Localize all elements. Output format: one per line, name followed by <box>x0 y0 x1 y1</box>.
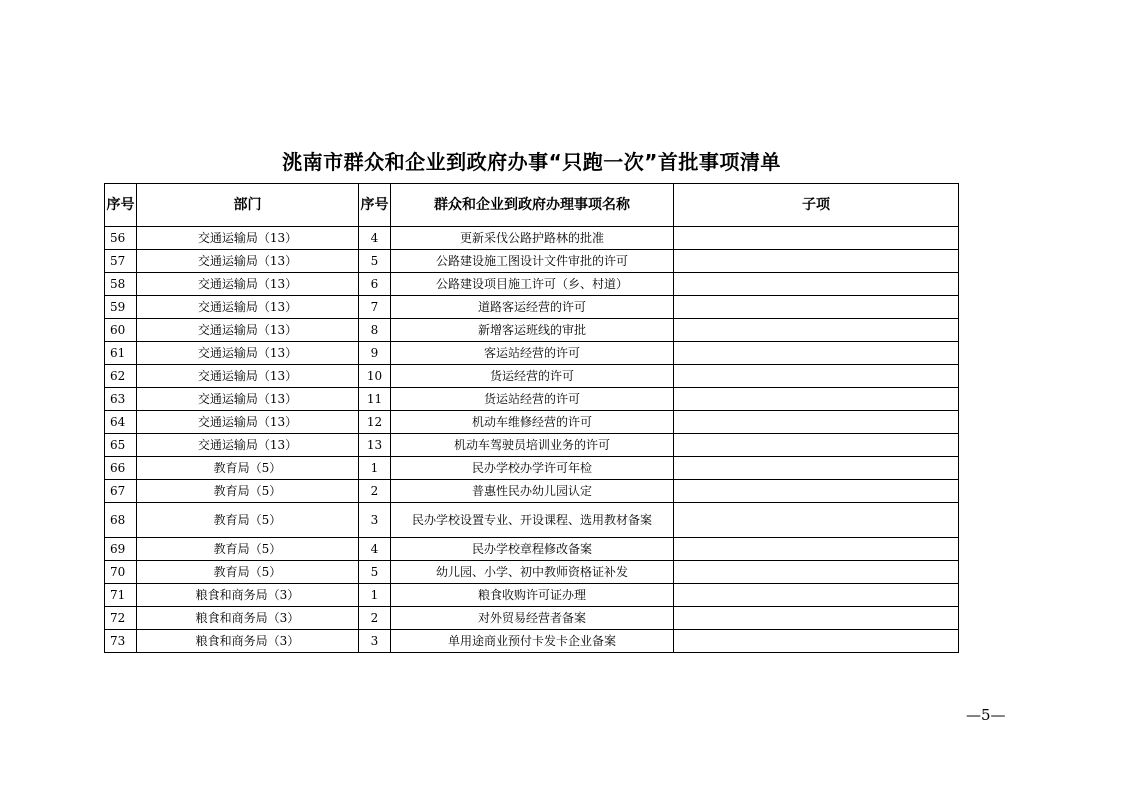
cell-sub-item <box>674 296 959 319</box>
cell-seq: 61 <box>105 342 137 365</box>
table-row <box>105 342 959 365</box>
cell-seq: 70 <box>105 561 137 584</box>
cell-seq: 60 <box>105 319 137 342</box>
cell-sub-seq: 8 <box>359 319 391 342</box>
header-sub-item: 子项 <box>674 184 959 227</box>
cell-sub-seq: 6 <box>359 273 391 296</box>
cell-dept: 交通运输局（13） <box>137 273 359 296</box>
cell-sub-item <box>674 480 959 503</box>
cell-dept: 交通运输局（13） <box>137 434 359 457</box>
cell-seq: 67 <box>105 480 137 503</box>
cell-sub-seq: 5 <box>359 250 391 273</box>
items-table <box>104 183 959 653</box>
document-title: 洮南市群众和企业到政府办事“只跑一次”首批事项清单 <box>282 150 781 174</box>
table-row <box>105 296 959 319</box>
table-row <box>105 480 959 503</box>
cell-seq: 72 <box>105 607 137 630</box>
cell-sub-item <box>674 434 959 457</box>
header-dept: 部门 <box>137 184 359 227</box>
cell-sub-seq: 11 <box>359 388 391 411</box>
cell-sub-item <box>674 227 959 250</box>
cell-dept: 交通运输局（13） <box>137 296 359 319</box>
cell-sub-seq: 9 <box>359 342 391 365</box>
table-row <box>105 607 959 630</box>
cell-item-name: 货运经营的许可 <box>391 365 674 388</box>
cell-seq: 57 <box>105 250 137 273</box>
table-row <box>105 388 959 411</box>
cell-sub-item <box>674 503 959 538</box>
cell-sub-seq: 2 <box>359 480 391 503</box>
cell-sub-item <box>674 457 959 480</box>
cell-dept: 交通运输局（13） <box>137 365 359 388</box>
cell-item-name: 幼儿园、小学、初中教师资格证补发 <box>391 561 674 584</box>
cell-sub-item <box>674 411 959 434</box>
table-row <box>105 250 959 273</box>
cell-sub-seq: 7 <box>359 296 391 319</box>
cell-seq: 62 <box>105 365 137 388</box>
cell-dept: 粮食和商务局（3） <box>137 584 359 607</box>
cell-sub-item <box>674 607 959 630</box>
header-seq: 序号 <box>105 184 137 227</box>
cell-sub-seq: 12 <box>359 411 391 434</box>
cell-dept: 教育局（5） <box>137 538 359 561</box>
table-row <box>105 365 959 388</box>
cell-seq: 59 <box>105 296 137 319</box>
cell-item-name: 普惠性民办幼儿园认定 <box>391 480 674 503</box>
cell-sub-seq: 4 <box>359 538 391 561</box>
cell-seq: 69 <box>105 538 137 561</box>
cell-dept: 交通运输局（13） <box>137 319 359 342</box>
table-row <box>105 411 959 434</box>
cell-seq: 71 <box>105 584 137 607</box>
cell-item-name: 货运站经营的许可 <box>391 388 674 411</box>
table-row <box>105 227 959 250</box>
cell-item-name: 民办学校设置专业、开设课程、选用教材备案 <box>391 503 674 538</box>
table-row <box>105 503 959 538</box>
header-item-name: 群众和企业到政府办理事项名称 <box>391 184 674 227</box>
cell-seq: 63 <box>105 388 137 411</box>
cell-sub-seq: 10 <box>359 365 391 388</box>
cell-item-name: 民办学校章程修改备案 <box>391 538 674 561</box>
cell-sub-seq: 3 <box>359 503 391 538</box>
table-row <box>105 434 959 457</box>
cell-dept: 交通运输局（13） <box>137 388 359 411</box>
cell-dept: 交通运输局（13） <box>137 342 359 365</box>
cell-sub-seq: 5 <box>359 561 391 584</box>
table-row <box>105 538 959 561</box>
cell-seq: 56 <box>105 227 137 250</box>
table-row <box>105 457 959 480</box>
header-sub-seq: 序号 <box>359 184 391 227</box>
cell-dept: 教育局（5） <box>137 457 359 480</box>
cell-sub-item <box>674 538 959 561</box>
cell-sub-seq: 1 <box>359 584 391 607</box>
cell-item-name: 更新采伐公路护路林的批准 <box>391 227 674 250</box>
cell-item-name: 粮食收购许可证办理 <box>391 584 674 607</box>
table-row <box>105 319 959 342</box>
cell-sub-item <box>674 630 959 653</box>
cell-item-name: 公路建设项目施工许可（乡、村道） <box>391 273 674 296</box>
cell-dept: 教育局（5） <box>137 503 359 538</box>
cell-sub-seq: 3 <box>359 630 391 653</box>
cell-item-name: 对外贸易经营者备案 <box>391 607 674 630</box>
cell-seq: 58 <box>105 273 137 296</box>
cell-sub-seq: 1 <box>359 457 391 480</box>
cell-item-name: 道路客运经营的许可 <box>391 296 674 319</box>
cell-seq: 65 <box>105 434 137 457</box>
cell-seq: 66 <box>105 457 137 480</box>
cell-sub-item <box>674 273 959 296</box>
cell-seq: 68 <box>105 503 137 538</box>
cell-sub-item <box>674 365 959 388</box>
cell-item-name: 客运站经营的许可 <box>391 342 674 365</box>
cell-item-name: 机动车驾驶员培训业务的许可 <box>391 434 674 457</box>
cell-dept: 交通运输局（13） <box>137 411 359 434</box>
table-row <box>105 630 959 653</box>
cell-item-name: 公路建设施工图设计文件审批的许可 <box>391 250 674 273</box>
cell-item-name: 民办学校办学许可年检 <box>391 457 674 480</box>
cell-item-name: 单用途商业预付卡发卡企业备案 <box>391 630 674 653</box>
cell-sub-seq: 13 <box>359 434 391 457</box>
cell-dept: 粮食和商务局（3） <box>137 607 359 630</box>
cell-sub-item <box>674 319 959 342</box>
page-number: —5— <box>966 706 1006 724</box>
cell-dept: 教育局（5） <box>137 561 359 584</box>
cell-sub-seq: 4 <box>359 227 391 250</box>
cell-sub-seq: 2 <box>359 607 391 630</box>
cell-dept: 教育局（5） <box>137 480 359 503</box>
cell-sub-item <box>674 561 959 584</box>
cell-seq: 73 <box>105 630 137 653</box>
table-row <box>105 561 959 584</box>
cell-seq: 64 <box>105 411 137 434</box>
cell-sub-item <box>674 250 959 273</box>
cell-dept: 交通运输局（13） <box>137 250 359 273</box>
cell-sub-item <box>674 584 959 607</box>
cell-dept: 交通运输局（13） <box>137 227 359 250</box>
table-row <box>105 584 959 607</box>
cell-dept: 粮食和商务局（3） <box>137 630 359 653</box>
table-header-row <box>105 184 959 227</box>
cell-item-name: 新增客运班线的审批 <box>391 319 674 342</box>
cell-item-name: 机动车维修经营的许可 <box>391 411 674 434</box>
cell-sub-item <box>674 388 959 411</box>
cell-sub-item <box>674 342 959 365</box>
table-row <box>105 273 959 296</box>
